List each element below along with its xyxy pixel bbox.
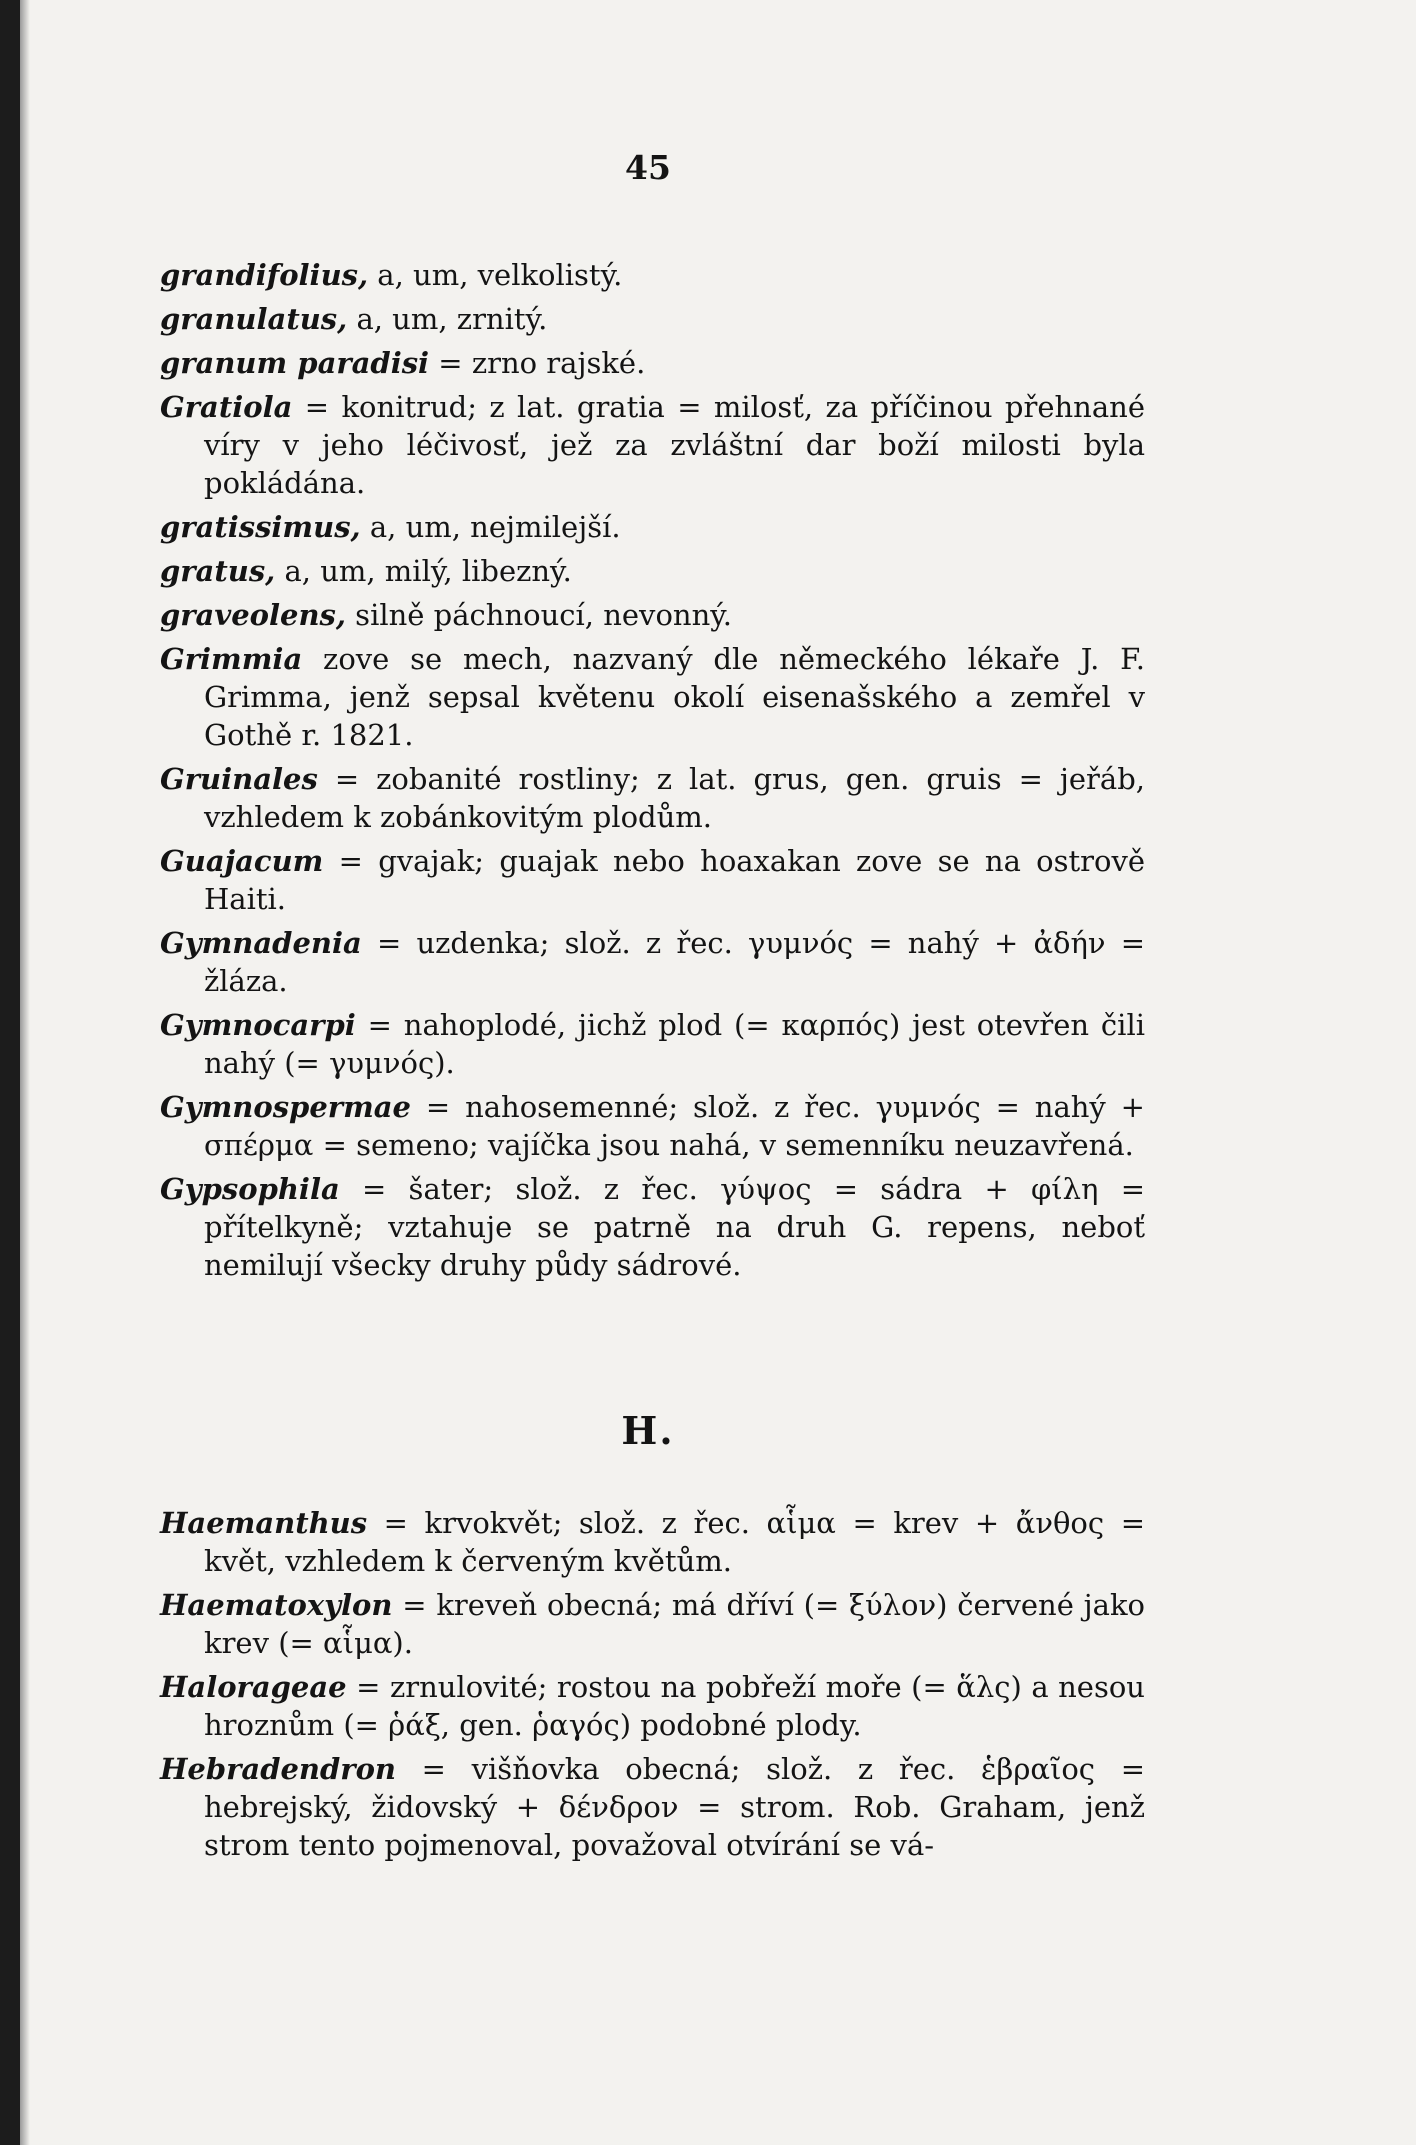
- dictionary-entry: [160, 256, 1145, 294]
- entry-term: Haematoxylon: [160, 1588, 393, 1622]
- dictionary-entry: [160, 1586, 1145, 1662]
- dictionary-entry: [160, 388, 1145, 502]
- entry-term: Gruinales: [160, 762, 318, 796]
- dictionary-entry: [160, 344, 1145, 382]
- dictionary-entry: [160, 640, 1145, 754]
- dictionary-entry: [160, 1006, 1145, 1082]
- entry-term: Gymnocarpi: [160, 1008, 356, 1042]
- entry-term: Hebradendron: [160, 1752, 396, 1786]
- entry-term: Gymnadenia: [160, 926, 362, 960]
- entries-section-h: [160, 1504, 1145, 1870]
- entry-definition: zove se mech, nazvaný dle německého lékaře J. F. Grimma, jenž sepsal květenu okolí eisenašského a zemřel v Gothě r. 1821.: [204, 642, 1145, 752]
- dictionary-entry: [160, 300, 1145, 338]
- entries-section-g: [160, 256, 1145, 1290]
- dictionary-entry: [160, 1504, 1145, 1580]
- entry-term: gratissimus,: [160, 510, 361, 544]
- entry-definition: = krvokvět; slož. z řec. αἷμα = krev + ἄνθος = květ, vzhledem k červeným květům.: [204, 1506, 1145, 1578]
- entry-definition: a, um, velkolistý.: [368, 258, 623, 292]
- entry-definition: = gvajak; guajak nebo hoaxakan zove se na ostrově Haiti.: [204, 844, 1145, 916]
- entry-definition: = zrnulovité; rostou na pobřeží moře (= ἅλς) a nesou hroznům (= ῥάξ, gen. ῥαγός) podobné plody.: [204, 1670, 1145, 1742]
- entry-term: graveolens,: [160, 598, 346, 632]
- entry-definition: = kreveň obecná; má dříví (= ξύλον) červené jako krev (= αἷμα).: [204, 1588, 1145, 1660]
- dictionary-entry: [160, 1170, 1145, 1284]
- entry-definition: = zobanité rostliny; z lat. grus, gen. gruis = jeřáb, vzhledem k zobánkovitým plodům.: [204, 762, 1145, 834]
- entry-definition: a, um, nejmilejší.: [360, 510, 621, 544]
- dictionary-entry: [160, 1088, 1145, 1164]
- dictionary-entry: [160, 1750, 1145, 1864]
- dictionary-entry: [160, 924, 1145, 1000]
- entry-term: Gratiola: [160, 390, 293, 424]
- entry-term: gratus,: [160, 554, 276, 588]
- dictionary-entry: [160, 552, 1145, 590]
- entry-definition: silně páchnoucí, nevonný.: [345, 598, 733, 632]
- section-heading: H.: [621, 1408, 675, 1453]
- entry-term: Gypsophila: [160, 1172, 340, 1206]
- entry-definition: = zrno rajské.: [429, 346, 646, 380]
- dictionary-entry: [160, 508, 1145, 546]
- entry-term: granum paradisi: [160, 346, 430, 380]
- entry-term: Halorageae: [160, 1670, 347, 1704]
- entry-term: Guajacum: [160, 844, 324, 878]
- entry-term: granulatus,: [160, 302, 348, 336]
- dictionary-entry: [160, 596, 1145, 634]
- entry-definition: a, um, zrnitý.: [347, 302, 548, 336]
- entry-definition: = šater; slož. z řec. γύψος = sádra + φίλη = přítelkyně; vztahuje se patrně na druh G. repens, neboť nemilují všecky druhy půdy sádrové.: [204, 1172, 1145, 1282]
- entry-definition: = konitrud; z lat. gratia = milosť, za příčinou přehnané víry v jeho léčivosť, jež za zvláštní dar boží milosti byla pokládána.: [204, 390, 1145, 500]
- dictionary-entry: [160, 842, 1145, 918]
- entry-definition: a, um, milý, libezný.: [275, 554, 572, 588]
- entry-definition: = nahosemenné; slož. z řec. γυμνός = nahý + σπέρμα = semeno; vajíčka jsou nahá, v semenníku neuzavřená.: [204, 1090, 1145, 1162]
- book-spine-shadow: [0, 0, 20, 2145]
- entry-term: Grimmia: [160, 642, 303, 676]
- entry-term: Gymnospermae: [160, 1090, 411, 1124]
- entry-definition: = nahoplodé, jichž plod (= καρπός) jest otevřen čili nahý (= γυμνός).: [204, 1008, 1145, 1080]
- dictionary-entry: [160, 760, 1145, 836]
- book-gutter: [20, 0, 30, 2145]
- entry-term: grandifolius,: [160, 258, 369, 292]
- entry-definition: = višňovka obecná; slož. z řec. ἑβραῖος = hebrejský, židovský + δένδρον = strom. Rob. Graham, jenž strom tento pojmenoval, považoval otvírání se vá-: [204, 1752, 1145, 1862]
- dictionary-entry: [160, 1668, 1145, 1744]
- page-number: 45: [625, 148, 671, 187]
- entry-term: Haemanthus: [160, 1506, 368, 1540]
- entry-definition: = uzdenka; slož. z řec. γυμνός = nahý + ἀδήν = žláza.: [204, 926, 1145, 998]
